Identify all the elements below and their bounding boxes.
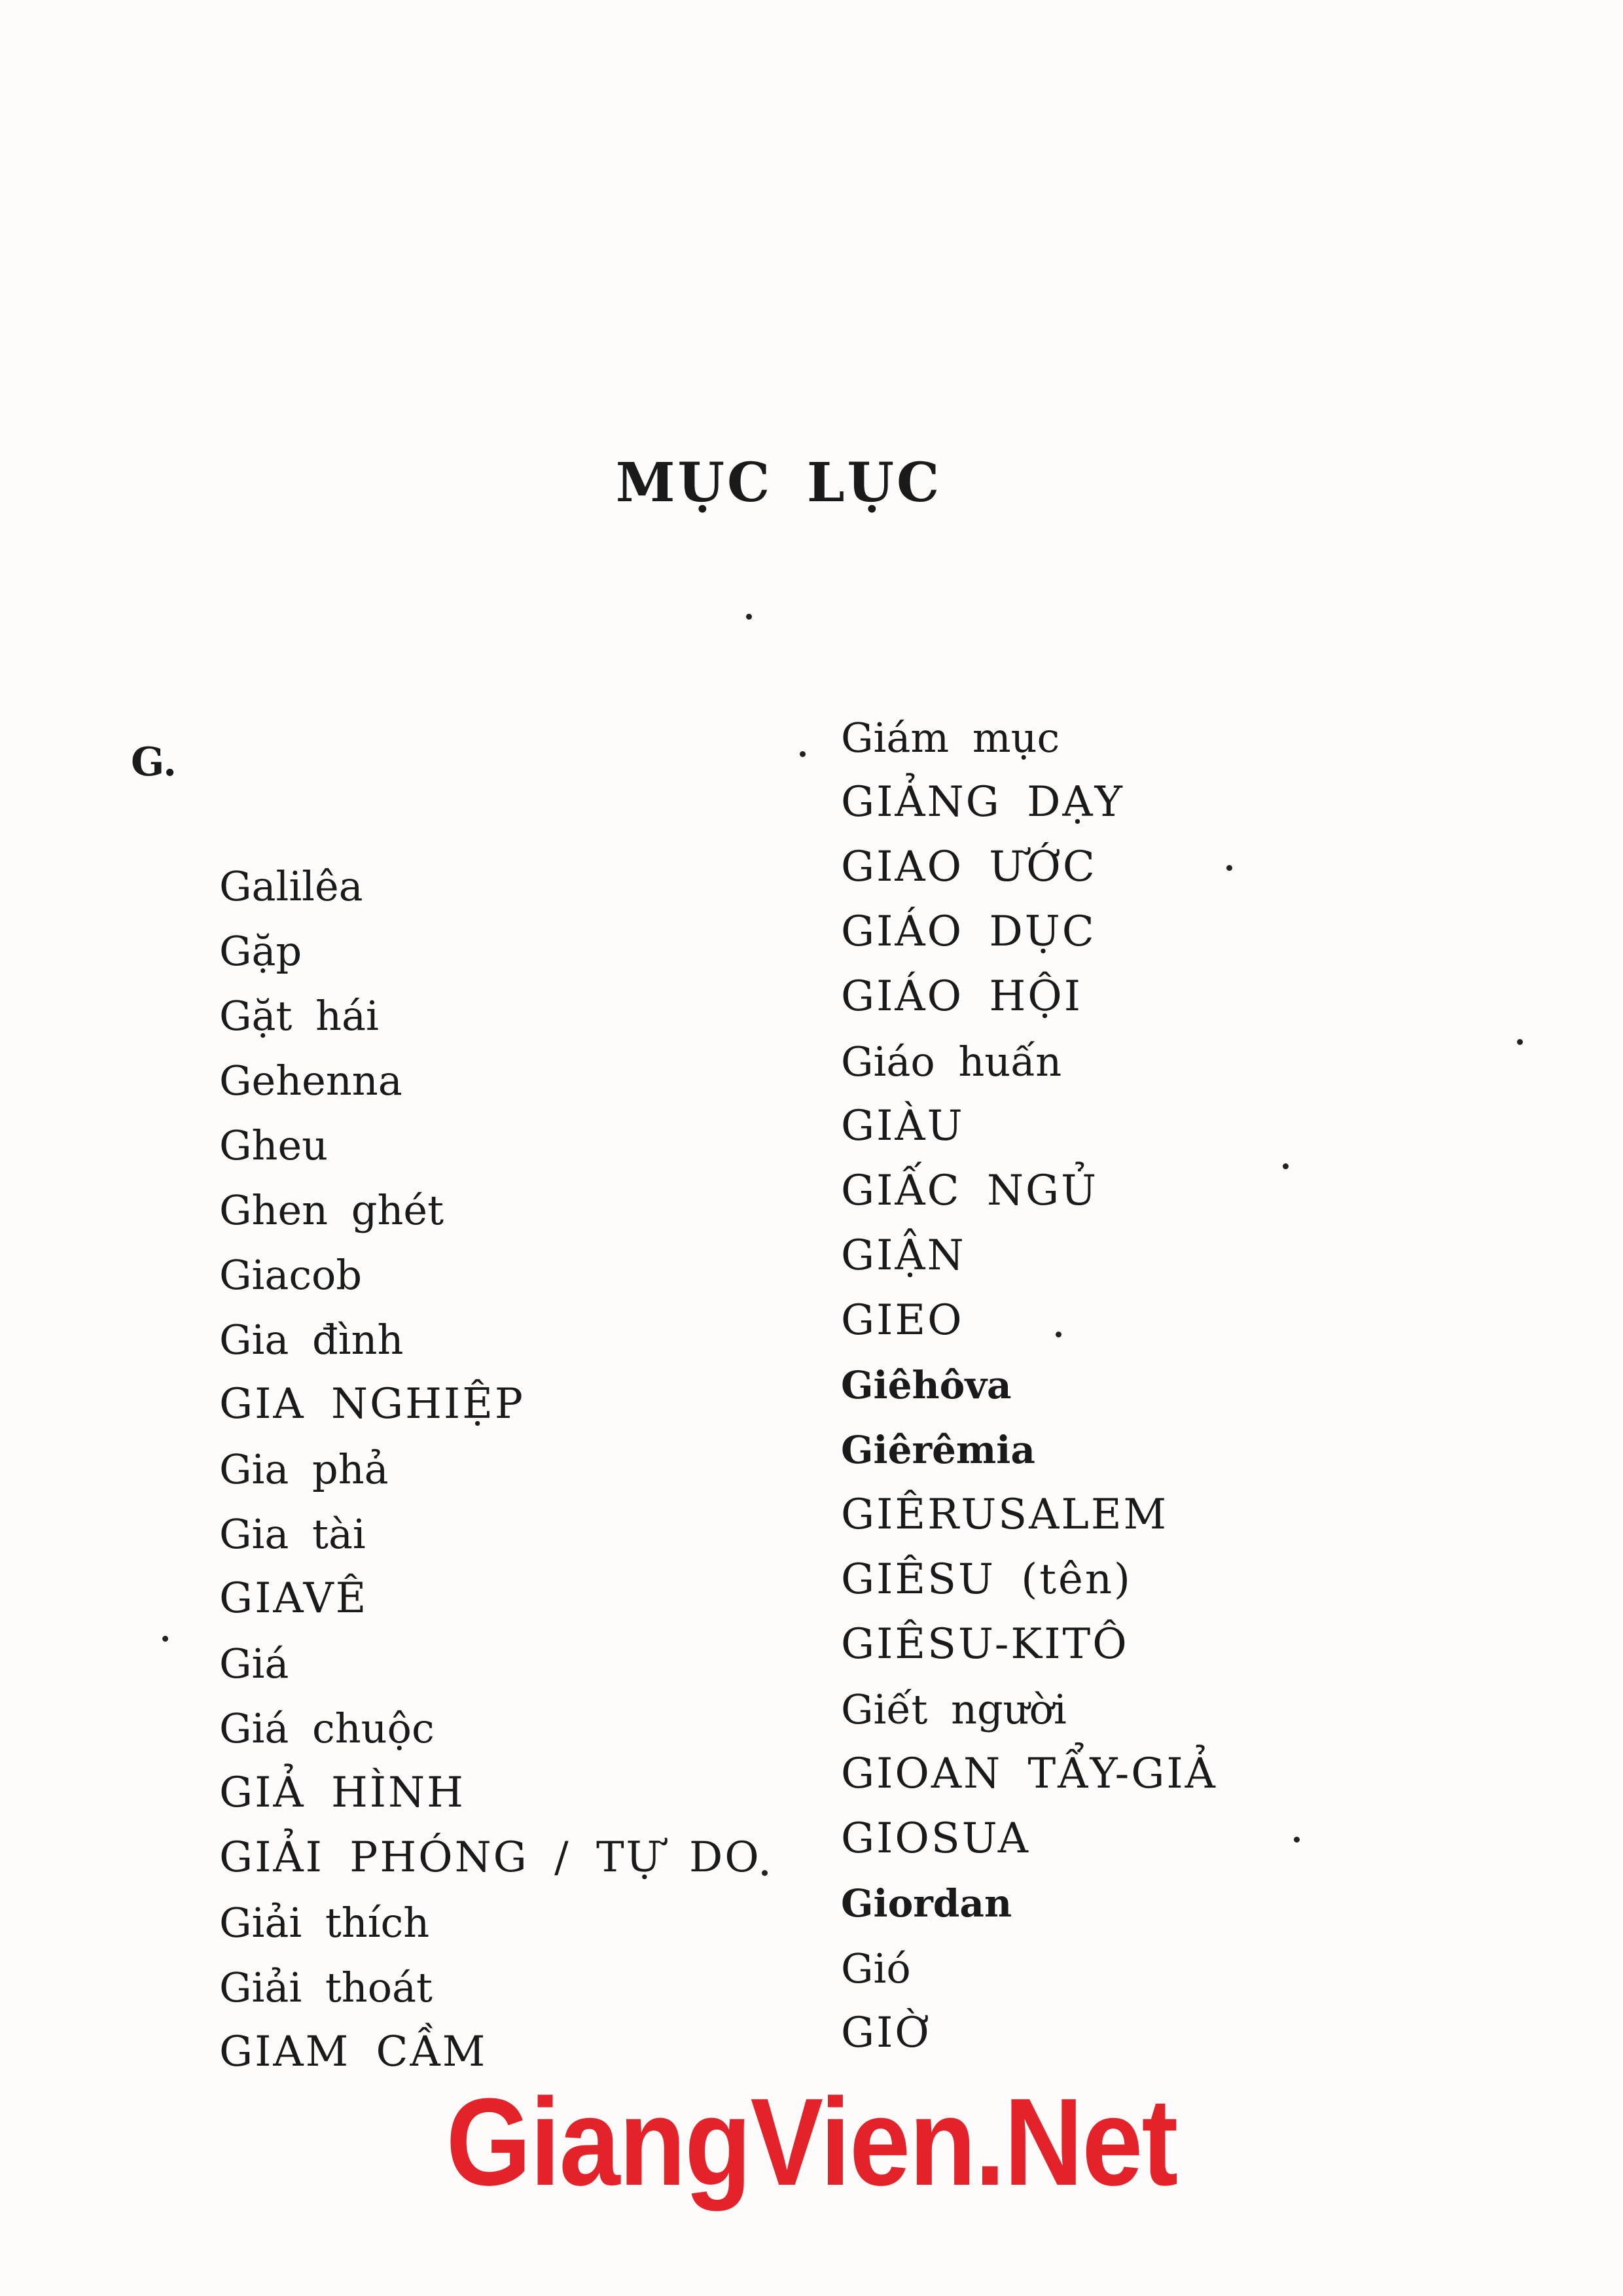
index-entry: Giải thoát	[219, 1964, 433, 2011]
ink-speck	[1517, 1039, 1523, 1045]
ink-speck	[762, 1870, 768, 1876]
index-entry: Giết người	[841, 1686, 1067, 1733]
index-entry: Giá	[219, 1640, 289, 1687]
index-entry: GIẢI PHÓNG / TỰ DO	[219, 1833, 761, 1882]
index-entry: GIA NGHIỆP	[219, 1380, 525, 1428]
index-entry: Giám mục	[841, 714, 1060, 762]
index-entry: GIẢ HÌNH	[219, 1769, 465, 1817]
index-entry: Gia phả	[219, 1445, 389, 1493]
index-entry: GIAVÊ	[219, 1574, 368, 1623]
index-entry: GIỜ	[841, 2009, 931, 2057]
index-entry: Gia đình	[219, 1316, 404, 1364]
index-entry: GIẢNG DẠY	[841, 778, 1124, 826]
ink-speck	[1283, 1163, 1289, 1169]
index-entry: Gia tài	[219, 1510, 366, 1558]
ink-speck	[800, 751, 806, 757]
index-column-left	[219, 854, 761, 2085]
index-entry: GIAM CẦM	[219, 2028, 488, 2076]
index-entry: GIÁO DỤC	[841, 908, 1096, 956]
index-entry: Gehenna	[219, 1057, 402, 1104]
index-entry: GIẬN	[841, 1231, 966, 1280]
index-entry: GIÊSU (tên)	[841, 1555, 1132, 1604]
index-entry: Giordan	[841, 1881, 1012, 1926]
index-entry: Giáo huấn	[841, 1038, 1062, 1086]
ink-speck	[746, 614, 752, 620]
index-entry: GIOSUA	[841, 1814, 1030, 1863]
index-entry: Giải thích	[219, 1899, 430, 1947]
ink-speck	[162, 1636, 168, 1642]
watermark: GiangVien.Net	[446, 2073, 1177, 2212]
index-entry: GIÀU	[841, 1102, 965, 1150]
section-letter: G.	[131, 739, 177, 785]
index-entry: GIÊRUSALEM	[841, 1491, 1169, 1539]
index-entry: Gặt hái	[219, 992, 379, 1040]
index-entry: Galilêa	[219, 862, 363, 910]
index-entry: Gheu	[219, 1122, 329, 1169]
ink-speck	[1056, 1332, 1061, 1337]
index-entry: GIẤC NGỦ	[841, 1167, 1098, 1215]
index-entry: Giacob	[219, 1251, 363, 1299]
page-title: MỤC LỤC	[615, 451, 942, 514]
ink-speck	[1226, 865, 1232, 871]
index-column-right	[841, 705, 1217, 2066]
ink-speck	[1294, 1837, 1300, 1843]
index-entry: Ghen ghét	[219, 1186, 444, 1234]
index-entry: GIEO	[841, 1296, 964, 1345]
index-entry: GIOAN TẨY-GIẢ	[841, 1750, 1217, 1798]
index-entry: Giêrêmia	[841, 1428, 1035, 1472]
index-entry: Giêhôva	[841, 1363, 1012, 1407]
index-entry: GIÁO HỘI	[841, 972, 1082, 1021]
index-entry: GIAO ƯỚC	[841, 843, 1097, 891]
index-entry: GIÊSU-KITÔ	[841, 1620, 1129, 1669]
index-entry: Gặp	[219, 927, 302, 975]
index-entry: Giá chuộc	[219, 1704, 435, 1752]
index-entry: Gió	[841, 1945, 911, 1992]
